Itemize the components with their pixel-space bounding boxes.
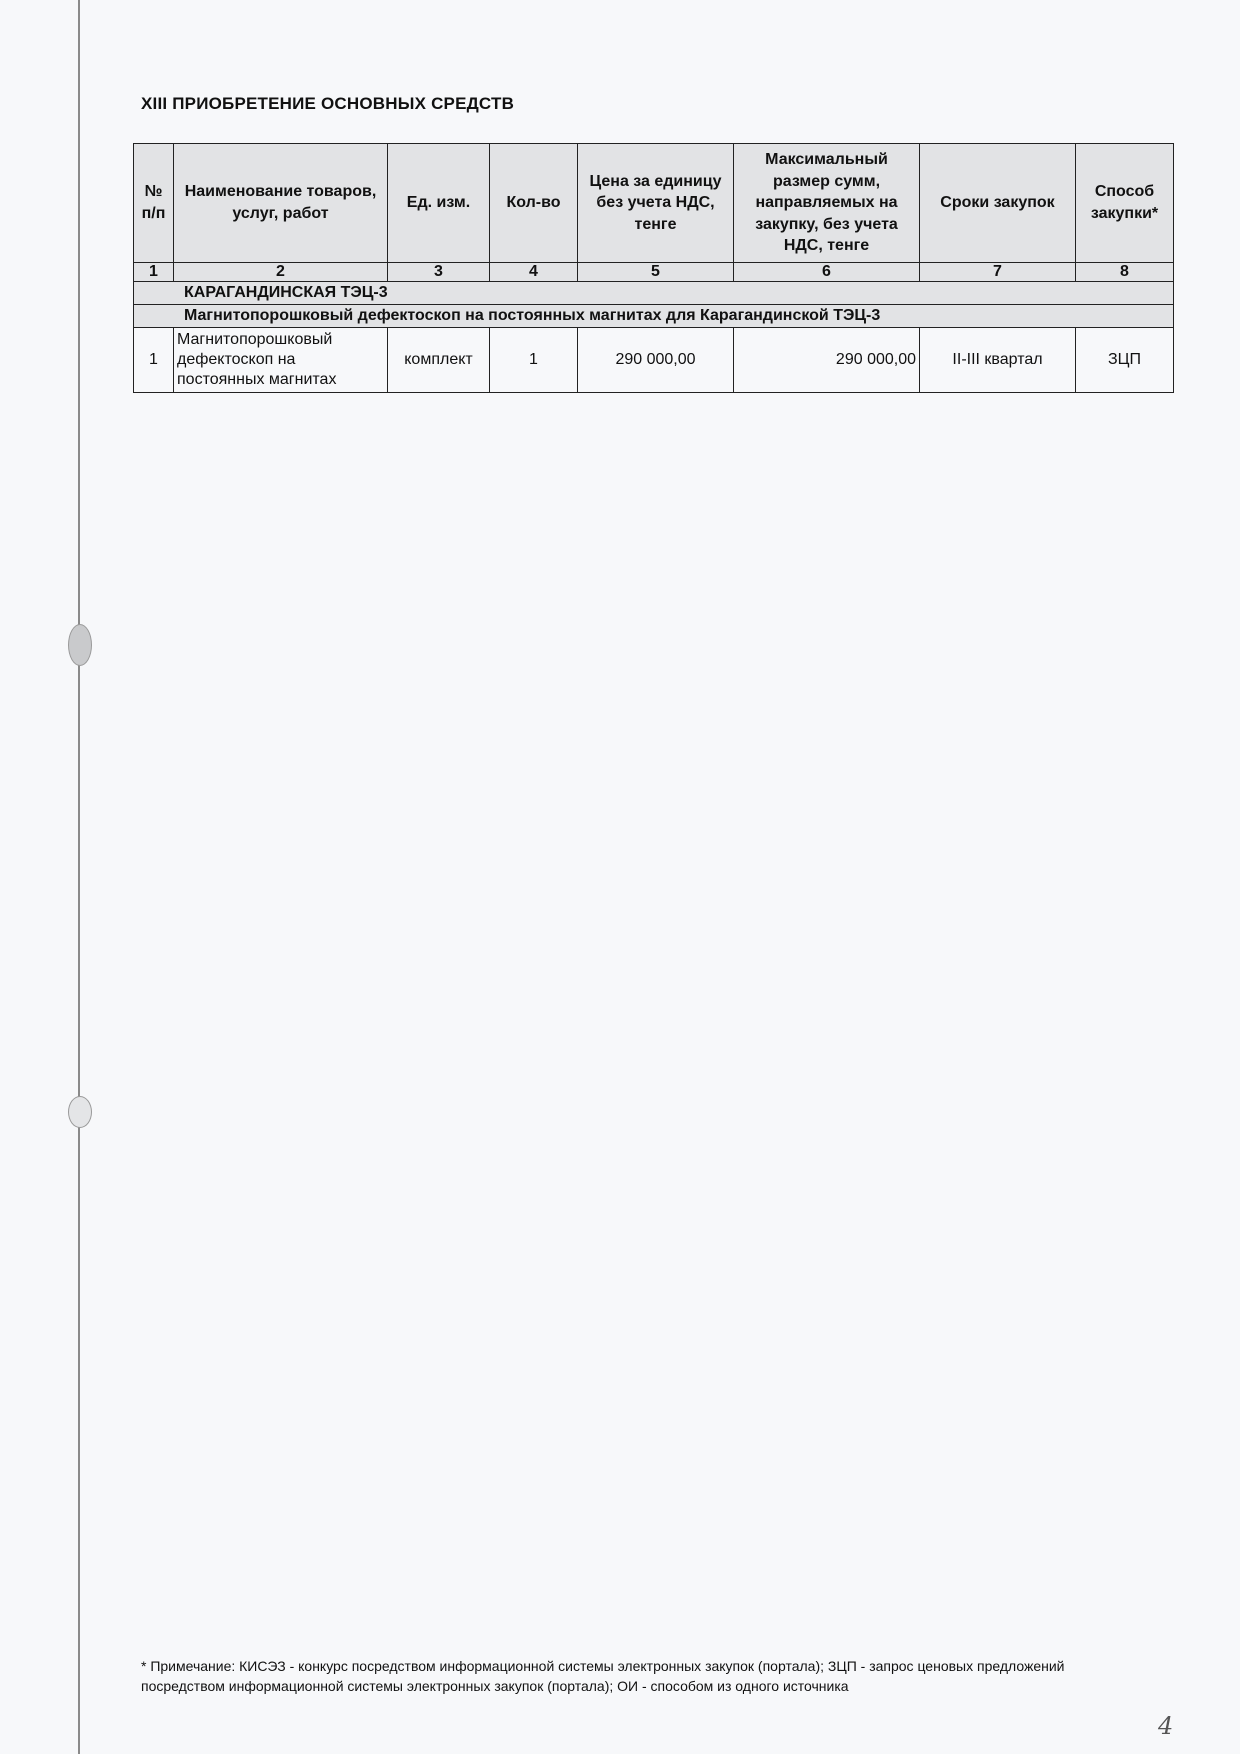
subgroup-title: Магнитопорошковый дефектоскоп на постоянных магнитах для Карагандинской ТЭЦ-3	[134, 305, 1174, 328]
header-cell: Наименование товаров, услуг, работ	[174, 144, 388, 263]
table-row	[134, 328, 1174, 393]
item-max-sum: 290 000,00	[734, 328, 920, 393]
item-unit: комплект	[388, 328, 490, 393]
header-cell: Цена за единицу без учета НДС, тенге	[578, 144, 734, 263]
procurement-table	[133, 143, 1174, 393]
page-number: 4	[1158, 1712, 1174, 1740]
column-number: 2	[174, 263, 388, 282]
header-cell: Кол-во	[490, 144, 578, 263]
column-number: 6	[734, 263, 920, 282]
column-number: 5	[578, 263, 734, 282]
item-name: Магнитопорошковый дефектоскоп на постоянных магнитах	[174, 328, 388, 393]
column-number: 8	[1076, 263, 1174, 282]
item-quantity: 1	[490, 328, 578, 393]
punch-hole	[68, 1096, 92, 1128]
column-number: 7	[920, 263, 1076, 282]
column-number-row	[134, 263, 1174, 282]
row-number: 1	[134, 328, 174, 393]
binding-edge	[78, 0, 80, 1754]
header-cell: № п/п	[134, 144, 174, 263]
group-row	[134, 282, 1174, 305]
item-method: ЗЦП	[1076, 328, 1174, 393]
item-period: II-III квартал	[920, 328, 1076, 393]
header-cell: Сроки закупок	[920, 144, 1076, 263]
header-cell: Ед. изм.	[388, 144, 490, 263]
section-title: XIII ПРИОБРЕТЕНИЕ ОСНОВНЫХ СРЕДСТВ	[141, 94, 515, 113]
item-unit-price: 290 000,00	[578, 328, 734, 393]
table-header-row	[134, 144, 1174, 263]
column-number: 1	[134, 263, 174, 282]
column-number: 3	[388, 263, 490, 282]
group-title: КАРАГАНДИНСКАЯ ТЭЦ-3	[134, 282, 1174, 305]
footnote: * Примечание: КИСЭЗ - конкурс посредством информационной системы электронных закупок (портала); ЗЦП - запрос ценовых предложений посредством информационной системы электронных закупок (портала); ОИ - способом из одного источника	[141, 1658, 1065, 1695]
punch-hole	[68, 624, 92, 666]
header-cell: Максимальный размер сумм, направляемых на закупку, без учета НДС, тенге	[734, 144, 920, 263]
subgroup-row	[134, 305, 1174, 328]
header-cell: Способ закупки*	[1076, 144, 1174, 263]
column-number: 4	[490, 263, 578, 282]
